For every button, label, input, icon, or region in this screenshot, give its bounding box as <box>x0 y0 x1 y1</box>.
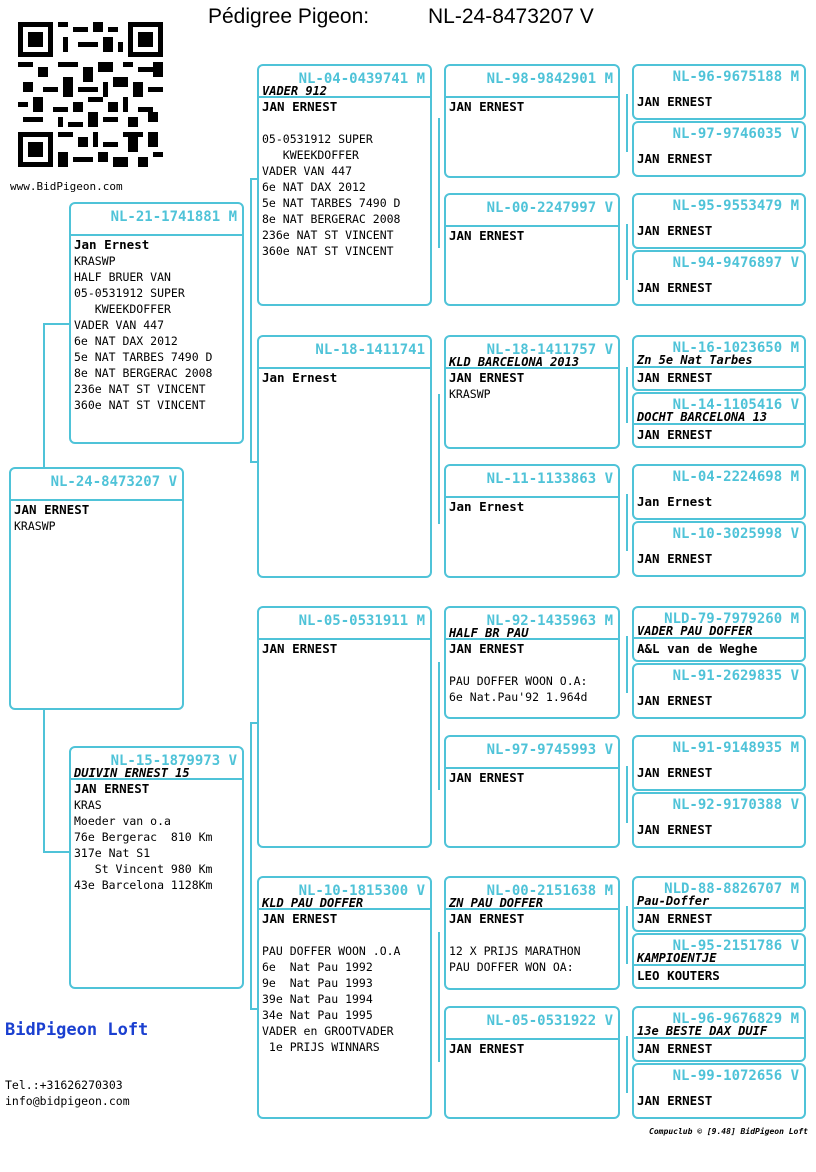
connector-line <box>43 710 45 852</box>
owner-name: JAN ERNEST <box>14 502 90 517</box>
owner-name: Jan Ernest <box>637 494 713 509</box>
owner-name: JAN ERNEST <box>637 427 713 442</box>
pigeon-subtitle: DUIVIN ERNEST 15 <box>74 766 190 780</box>
connector-line <box>626 636 628 693</box>
great-grandparent-card[interactable] <box>444 735 620 848</box>
pigeon-subtitle: ZN PAU DOFFER <box>449 896 543 910</box>
ancestor-card[interactable] <box>632 1006 806 1062</box>
pigeon-description: KRASWP <box>14 519 56 533</box>
ancestor-card[interactable] <box>632 876 806 932</box>
ring-number: NL-91-9148935 M <box>672 740 799 756</box>
owner-name: JAN ERNEST <box>262 911 338 926</box>
grandparent-card[interactable] <box>257 876 432 1119</box>
owner-name: A&L van de Weghe <box>637 641 758 656</box>
owner-name: JAN ERNEST <box>637 551 713 566</box>
ancestor-card[interactable] <box>632 121 806 177</box>
ancestor-card[interactable] <box>632 606 806 662</box>
connector-line <box>250 722 252 1010</box>
ancestor-card[interactable] <box>632 335 806 391</box>
ring-number: NL-96-9675188 M <box>672 69 799 85</box>
pigeon-description: 12 X PRIJS MARATHON PAU DOFFER WON OA: <box>449 944 581 974</box>
ring-number: NL-05-0531911 M <box>298 613 425 629</box>
great-grandparent-card[interactable] <box>444 335 620 449</box>
ring-number: NL-11-1133863 V <box>486 471 613 487</box>
pigeon-subtitle: Pau-Doffer <box>637 894 710 908</box>
ring-number: NL-10-1815300 V <box>298 883 425 899</box>
pigeon-description: PAU DOFFER WOON .O.A 6e Nat Pau 1992 9e Nat Pau 1993 39e Nat Pau 1994 34e Nat Pau 1995 VADER en GROOTVADER 1e PRIJS WINNARS <box>262 944 401 1054</box>
grandparent-card[interactable] <box>257 335 432 578</box>
ring-number: NLD-88-8826707 M <box>664 881 799 897</box>
owner-name: JAN ERNEST <box>637 1041 713 1056</box>
connector-line <box>626 494 628 551</box>
pigeon-subtitle: VADER 912 <box>262 84 328 98</box>
ring-number: NL-04-2224698 M <box>672 469 799 485</box>
pigeon-subtitle: DOCHT BARCELONA 13 <box>637 410 768 424</box>
pigeon-subtitle: KLD PAU DOFFER <box>262 896 364 910</box>
ring-number: NL-21-1741881 M <box>110 209 237 225</box>
ring-number: NL-24-8473207 V <box>50 474 177 490</box>
title-ring-number: NL-24-8473207 V <box>428 5 594 28</box>
title-label: Pédigree Pigeon: <box>208 5 370 28</box>
pigeon-subtitle: KAMPIOENTJE <box>637 951 717 965</box>
owner-name: JAN ERNEST <box>449 770 525 785</box>
grandparent-card[interactable] <box>257 64 432 306</box>
ring-number: NL-00-2247997 V <box>486 200 613 216</box>
owner-name: JAN ERNEST <box>449 1041 525 1056</box>
owner-name: JAN ERNEST <box>637 151 713 166</box>
ring-number: NL-92-9170388 V <box>672 797 799 813</box>
connector-line <box>43 323 45 468</box>
ring-number: NL-10-3025998 V <box>672 526 799 542</box>
ring-number: NL-97-9746035 V <box>672 126 799 142</box>
owner-name: JAN ERNEST <box>74 781 150 796</box>
ancestor-card[interactable] <box>632 1063 806 1119</box>
owner-name: JAN ERNEST <box>262 99 338 114</box>
ancestor-card[interactable] <box>632 392 806 448</box>
grandparent-card[interactable] <box>257 606 432 848</box>
owner-name: JAN ERNEST <box>637 765 713 780</box>
owner-name: JAN ERNEST <box>637 693 713 708</box>
phone-number: Tel.:+31626270303 <box>5 1078 123 1092</box>
ancestor-card[interactable] <box>632 663 806 719</box>
owner-name: JAN ERNEST <box>637 1093 713 1108</box>
owner-name: JAN ERNEST <box>637 370 713 385</box>
owner-name: JAN ERNEST <box>449 228 525 243</box>
owner-name: JAN ERNEST <box>449 99 525 114</box>
ancestor-card[interactable] <box>632 792 806 848</box>
great-grandparent-card[interactable] <box>444 606 620 719</box>
ring-number: NL-91-2629835 V <box>672 668 799 684</box>
ring-number: NL-99-1072656 V <box>672 1068 799 1084</box>
website-link[interactable]: www.BidPigeon.com <box>10 180 123 193</box>
connector-line <box>250 178 252 463</box>
pigeon-description: KRASWP HALF BRUER VAN 05-0531912 SUPER KWEEKDOFFER VADER VAN 447 6e NAT DAX 2012 5e NAT TARBES 7490 D 8e NAT BERGERAC 2008 236e NAT ST VINCENT 360e NAT ST VINCENT <box>74 254 213 412</box>
subject-pigeon-card[interactable] <box>9 467 184 710</box>
ring-number: NL-94-9476897 V <box>672 255 799 271</box>
great-grandparent-card[interactable] <box>444 1006 620 1119</box>
pigeon-subtitle: HALF BR PAU <box>449 626 529 640</box>
owner-name: JAN ERNEST <box>637 280 713 295</box>
ring-number: NL-15-1879973 V <box>110 753 237 769</box>
ancestor-card[interactable] <box>632 64 806 120</box>
owner-name: Jan Ernest <box>262 370 338 385</box>
connector-line <box>438 932 440 1062</box>
ring-number: NL-05-0531922 V <box>486 1013 613 1029</box>
ring-number: NL-16-1023650 M <box>672 340 799 356</box>
footer-credit: Compuclub © [9.48] BidPigeon Loft <box>649 1127 808 1136</box>
ancestor-card[interactable] <box>632 464 806 520</box>
pigeon-description: 05-0531912 SUPER KWEEKDOFFER VADER VAN 447 6e NAT DAX 2012 5e NAT TARBES 7490 D 8e NAT BERGERAC 2008 236e NAT ST VINCENT 360e NAT ST VINCENT <box>262 132 401 258</box>
owner-name: JAN ERNEST <box>449 911 525 926</box>
pigeon-subtitle: KLD BARCELONA 2013 <box>449 355 580 369</box>
ring-number: NL-92-1435963 M <box>486 613 613 629</box>
connector-line <box>438 662 440 790</box>
owner-name: LEO KOUTERS <box>637 968 720 983</box>
pigeon-description: PAU DOFFER WOON O.A: 6e Nat.Pau'92 1.964d <box>449 674 588 704</box>
connector-line <box>626 1036 628 1093</box>
ring-number: NL-04-0439741 M <box>298 71 425 87</box>
owner-name: JAN ERNEST <box>637 223 713 238</box>
ring-number: NL-18-1411741 <box>315 342 425 358</box>
owner-name: JAN ERNEST <box>449 370 525 385</box>
owner-name: Jan Ernest <box>449 499 525 514</box>
great-grandparent-card[interactable] <box>444 64 620 178</box>
connector-line <box>626 367 628 423</box>
qr-code-icon <box>18 22 163 167</box>
pigeon-description: KRAS Moeder van o.a 76e Bergerac 810 Km 317e Nat S1 St Vincent 980 Km 43e Barcelona 1128Km <box>74 798 213 892</box>
ancestor-card[interactable] <box>632 250 806 306</box>
ring-number: NL-95-2151786 V <box>672 938 799 954</box>
pigeon-description: KRASWP <box>449 387 491 401</box>
ancestor-card[interactable] <box>632 521 806 577</box>
ring-number: NL-95-9553479 M <box>672 198 799 214</box>
connector-line <box>438 394 440 524</box>
pigeon-subtitle: 13e BESTE DAX DUIF <box>637 1024 768 1038</box>
ring-number: NL-97-9745993 V <box>486 742 613 758</box>
ring-number: NL-98-9842901 M <box>486 71 613 87</box>
great-grandparent-card[interactable] <box>444 193 620 306</box>
ring-number: NL-00-2151638 M <box>486 883 613 899</box>
owner-name: JAN ERNEST <box>449 641 525 656</box>
owner-name: JAN ERNEST <box>637 94 713 109</box>
owner-name: Jan Ernest <box>74 237 150 252</box>
connector-line <box>626 94 628 152</box>
connector-line <box>626 224 628 280</box>
great-grandparent-card[interactable] <box>444 876 620 990</box>
ancestor-card[interactable] <box>632 193 806 249</box>
owner-name: JAN ERNEST <box>262 641 338 656</box>
ring-number: NLD-79-7979260 M <box>664 611 799 627</box>
connector-line <box>626 906 628 964</box>
owner-name: JAN ERNEST <box>637 911 713 926</box>
email-address[interactable]: info@bidpigeon.com <box>5 1094 130 1108</box>
sire-card[interactable] <box>69 202 244 444</box>
ring-number: NL-14-1105416 V <box>672 397 799 413</box>
ring-number: NL-18-1411757 V <box>486 342 613 358</box>
loft-name: BidPigeon Loft <box>5 1020 149 1040</box>
connector-line <box>43 851 70 853</box>
owner-name: JAN ERNEST <box>637 822 713 837</box>
ring-number: NL-96-9676829 M <box>672 1011 799 1027</box>
great-grandparent-card[interactable] <box>444 464 620 578</box>
contact-info <box>5 1077 130 1109</box>
connector-line <box>43 323 70 325</box>
ancestor-card[interactable] <box>632 735 806 791</box>
connector-line <box>438 118 440 248</box>
dam-card[interactable] <box>69 746 244 989</box>
pigeon-subtitle: Zn 5e Nat Tarbes <box>637 353 753 367</box>
ancestor-card[interactable] <box>632 933 806 989</box>
connector-line <box>626 766 628 823</box>
pigeon-subtitle: VADER PAU DOFFER <box>637 624 753 638</box>
